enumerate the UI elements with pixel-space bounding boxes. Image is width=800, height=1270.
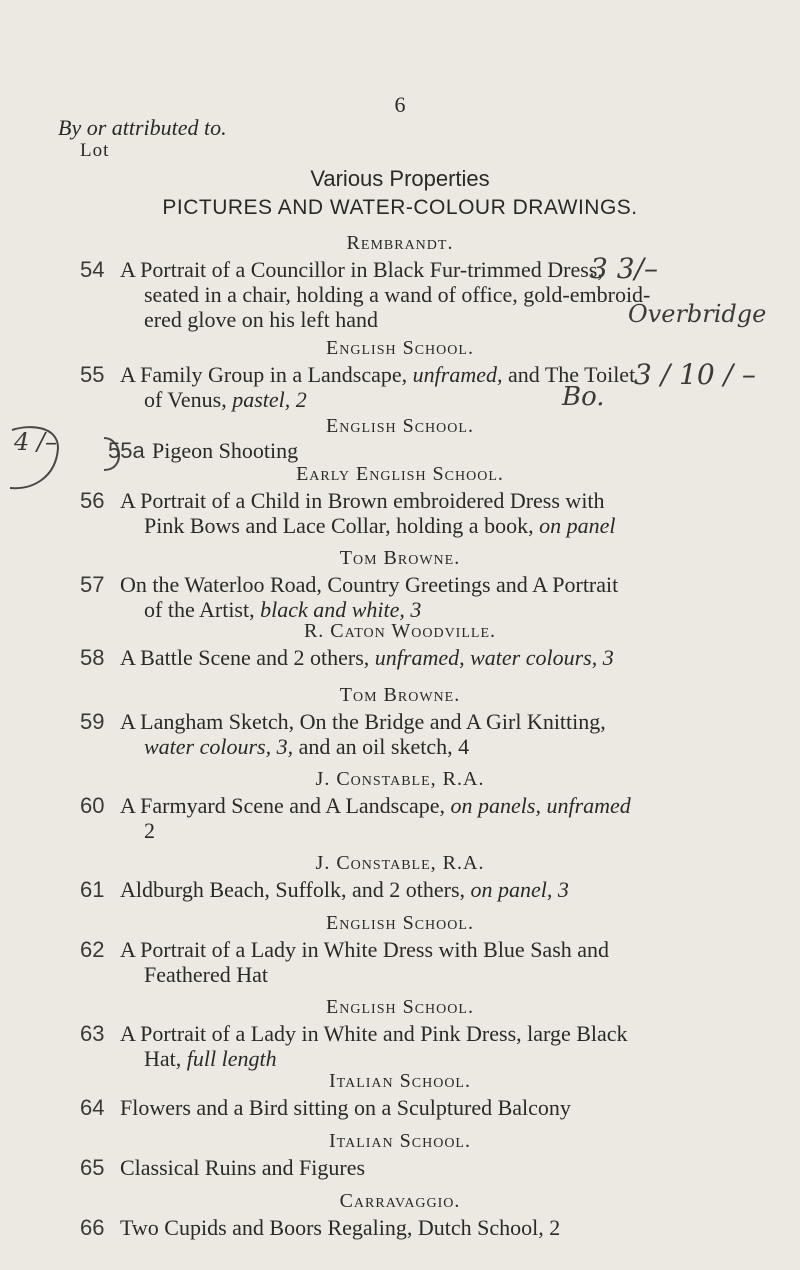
artist-heading: English School.: [326, 996, 474, 1018]
artist-heading: Tom Browne.: [339, 684, 461, 706]
artist-heading: English School.: [326, 912, 474, 934]
handwritten-initials: Bo.: [562, 382, 605, 412]
lot-column-header: Lot: [80, 140, 110, 161]
lot-description: A Portrait of a Lady in White and Pink Dress, large Black: [120, 1021, 628, 1046]
lot-description: Flowers and a Bird sitting on a Sculptured Balcony: [120, 1095, 571, 1120]
lot-number: 61: [80, 877, 105, 902]
lot-number: 55a: [108, 438, 145, 463]
lot-description: ered glove on his left hand: [144, 307, 378, 332]
section-subtitle: PICTURES AND WATER-COLOUR DRAWINGS.: [162, 196, 638, 219]
lot-description: A Portrait of a Child in Brown embroidered Dress with: [120, 488, 605, 513]
lot-description: of the Artist, black and white, 3: [144, 597, 422, 622]
lot-description: Two Cupids and Boors Regaling, Dutch School, 2: [120, 1215, 561, 1240]
lot-number: 63: [80, 1021, 105, 1046]
lot-description: 2: [144, 818, 155, 843]
lot-description: Feathered Hat: [144, 962, 268, 987]
artist-heading: Tom Browne.: [339, 547, 461, 569]
artist-heading: Early English School.: [296, 463, 504, 485]
artist-heading: J. Constable, R.A.: [315, 768, 485, 790]
lot-description: On the Waterloo Road, Country Greetings and A Portrait: [120, 572, 619, 597]
lot-description: A Battle Scene and 2 others, unframed, water colours, 3: [120, 645, 614, 670]
artist-heading: Italian School.: [329, 1130, 471, 1152]
attributed-heading: By or attributed to.: [58, 115, 227, 140]
lot-number: 58: [80, 645, 105, 670]
lot-description: A Farmyard Scene and A Landscape, on panels, unframed: [120, 793, 631, 818]
lot-description: Classical Ruins and Figures: [120, 1155, 366, 1180]
lot-number: 54: [80, 257, 105, 282]
lot-description: water colours, 3, and an oil sketch, 4: [144, 734, 470, 759]
artist-heading: Carravaggio.: [339, 1190, 461, 1212]
lot-description: A Portrait of a Lady in White Dress with Blue Sash and: [120, 937, 610, 962]
lot-number: 65: [80, 1155, 105, 1180]
lot-number: 60: [80, 793, 105, 818]
artist-heading: J. Constable, R.A.: [315, 852, 485, 874]
lot-number: 66: [80, 1215, 105, 1240]
lot-description: A Portrait of a Councillor in Black Fur-trimmed Dress,: [120, 257, 603, 282]
handwritten-price: 3 3/–: [590, 252, 658, 285]
artist-heading: R. Caton Woodville.: [303, 620, 497, 642]
lot-number: 55: [80, 362, 105, 387]
handwritten-price: 3 / 10 / –: [634, 358, 756, 391]
page-number: 6: [394, 92, 406, 117]
lot-description: Aldburgh Beach, Suffolk, and 2 others, on panel, 3: [120, 877, 569, 902]
lot-number: 62: [80, 937, 105, 962]
lot-description: seated in a chair, holding a wand of office, gold-embroid-: [144, 282, 651, 307]
artist-heading: English School.: [326, 337, 474, 359]
artist-heading: Italian School.: [329, 1070, 471, 1092]
lot-description: Hat, full length: [144, 1046, 277, 1071]
lot-description: Pigeon Shooting: [152, 438, 299, 463]
lot-number: 59: [80, 709, 105, 734]
lot-number: 56: [80, 488, 105, 513]
lot-description: A Langham Sketch, On the Bridge and A Girl Knitting,: [120, 709, 606, 734]
artist-heading: Rembrandt.: [346, 232, 454, 254]
lot-description: of Venus, pastel, 2: [144, 387, 307, 412]
lot-number: 57: [80, 572, 105, 597]
handwritten-price: 4 /–: [14, 428, 57, 456]
lot-description: A Family Group in a Landscape, unframed, and The Toilet: [120, 362, 636, 387]
artist-heading: English School.: [326, 415, 474, 437]
lot-number: 64: [80, 1095, 105, 1120]
lot-description: Pink Bows and Lace Collar, holding a book, on panel: [144, 513, 616, 538]
handwritten-buyer: Overbridge: [628, 300, 767, 328]
section-title: Various Properties: [310, 166, 490, 191]
